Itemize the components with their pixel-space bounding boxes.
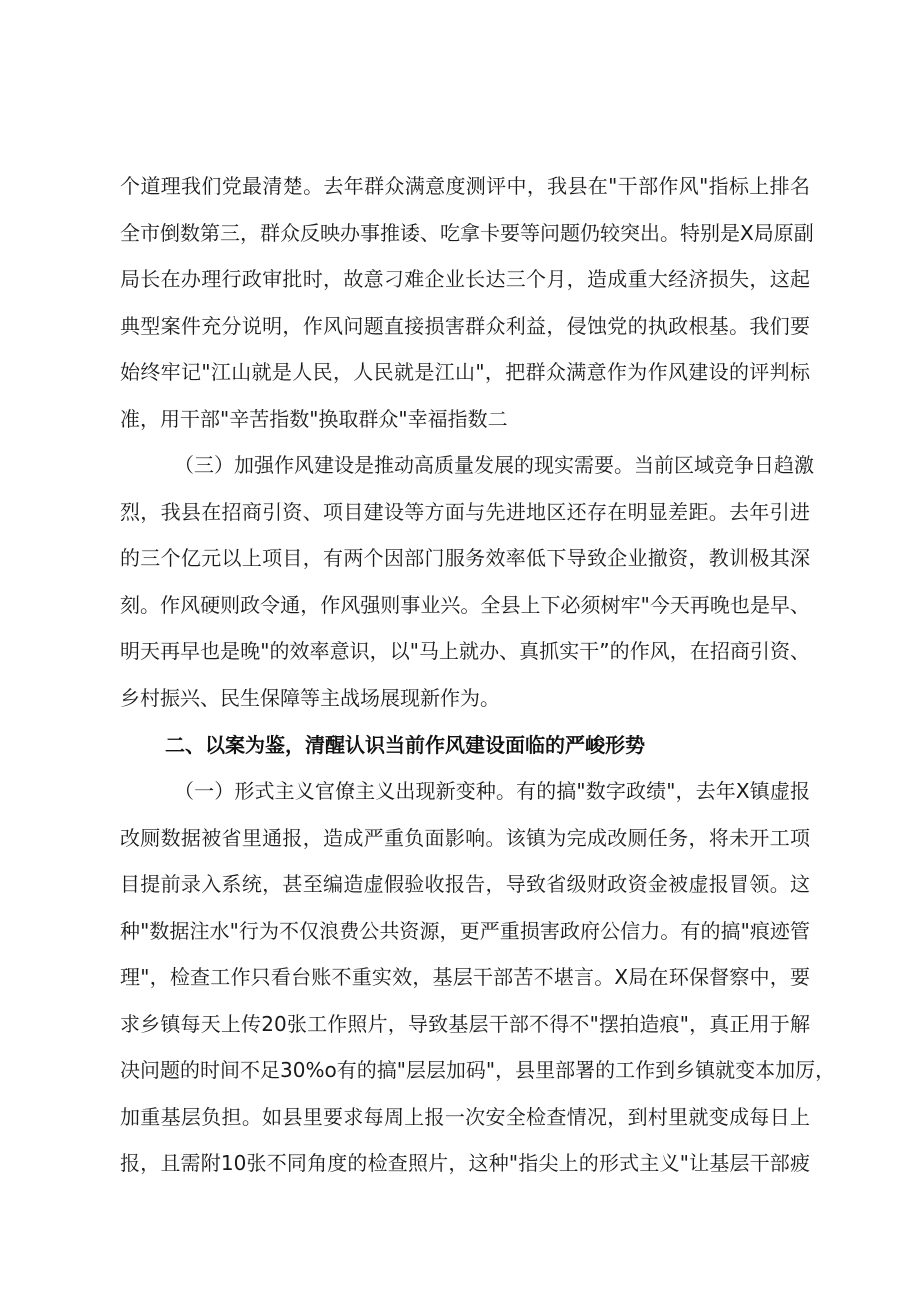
paragraph-line: 局长在办理行政审批时，故意刁难企业长达三个月，造成重大经济损失，这起 [120,267,810,291]
paragraph-line: 报，且需附10张不同角度的检查照片，这种"指尖上的形式主义"让基层干部疲 [120,1151,810,1175]
section-heading: 二、以案为鉴，清醒认识当前作风建设面临的严峻形势 [165,733,645,757]
paragraph-line: 全市倒数第三，群众反映办事推诿、吃拿卡要等问题仍较突出。特别是X局原副 [120,221,814,245]
paragraph-line: 烈，我县在招商引资、项目建设等方面与先进地区还存在明显差距。去年引进 [120,500,810,524]
paragraph-line: 种"数据注水"行为不仅浪费公共资源，更严重损害政府公信力。有的搞"痕迹管 [120,919,810,943]
paragraph-line: 明天再早也是晚"的效率意识，以"马上就办、真抓实干”的作风，在招商引资、 [120,639,810,663]
paragraph-line: 的三个亿元以上项目，有两个因部门服务效率低下导致企业撤资，教训极其深 [120,546,810,570]
paragraph-line: 乡村振兴、民生保障等主战场展现新作为。 [120,686,500,710]
paragraph-line: 理"，检查工作只看台账不重实效，基层干部苦不堪言。X局在环保督察中，要 [120,965,810,989]
paragraph-line: 准，用干部"辛苦指数"换取群众"幸福指数二 [120,407,508,431]
paragraph-line: 典型案件充分说明，作风问题直接损害群众利益，侵蚀党的执政根基。我们要 [120,314,810,338]
paragraph-line: 始终牢记"江山就是人民，人民就是江山"，把群众满意作为作风建设的评判标 [120,360,810,384]
paragraph-line: 加重基层负担。如县里要求每周上报一次安全检查情况，到村里就变成每日上 [120,1105,810,1129]
paragraph-line: （三）加强作风建设是推动高质量发展的现实需要。当前区域竞争日趋激 [174,453,814,477]
paragraph-line: 求乡镇每天上传20张工作照片，导致基层干部不得不"摆拍造痕"，真正用于解 [120,1012,810,1036]
paragraph-line: 决问题的时间不足30%o有的搞"层层加码"，县里部署的工作到乡镇就变本加厉， [120,1058,836,1082]
paragraph-line: （一）形式主义官僚主义出现新变种。有的搞"数字政绩"，去年X镇虚报 [174,779,810,803]
paragraph-line: 目提前录入系统，甚至编造虚假验收报告，导致省级财政资金被虚报冒领。这 [120,872,810,896]
paragraph-line: 个道理我们党最清楚。去年群众满意度测评中，我县在"干部作风"指标上排名 [120,174,810,198]
paragraph-line: 刻。作风硬则政令通，作风强则事业兴。全县上下必须树牢"今天再晚也是早、 [120,593,810,617]
paragraph-line: 改厕数据被省里通报，造成严重负面影响。该镇为完成改厕任务，将未开工项 [120,826,810,850]
